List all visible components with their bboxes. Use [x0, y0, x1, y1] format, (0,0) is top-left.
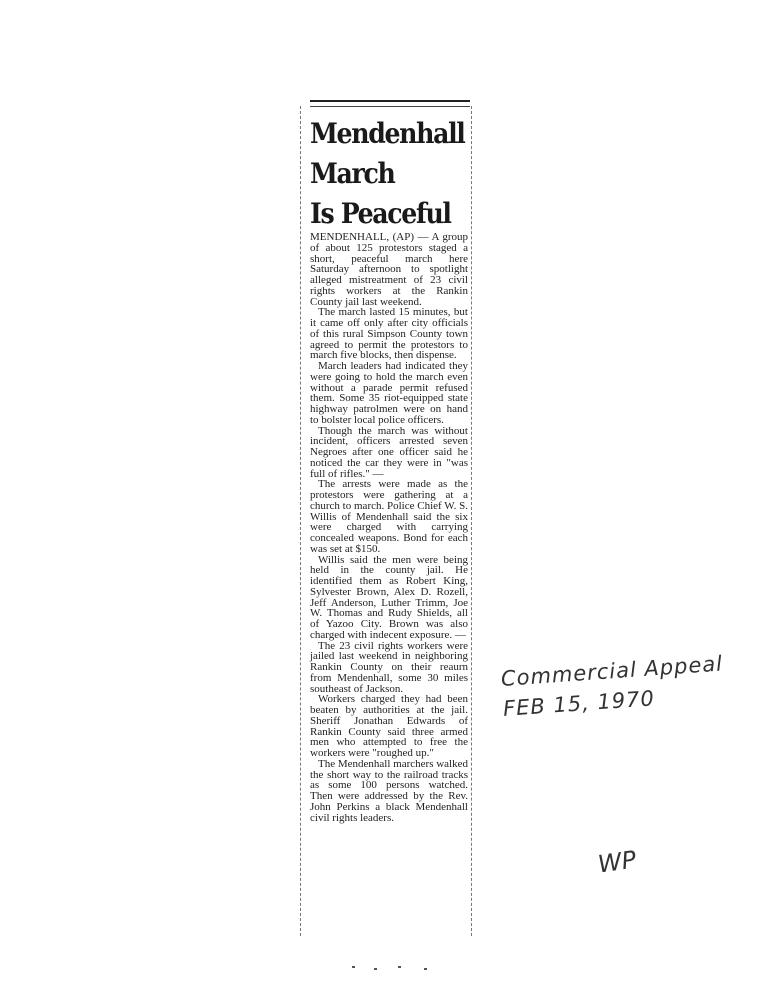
headline-line-2: March — [310, 157, 395, 190]
handwritten-source-note — [500, 648, 734, 724]
paragraph-8: Workers charged they had been beaten by authorities at the jail. Sheriff Jonathan Edwards of Rankin County said three armed men who attempted to free the workers were "roughed up." — [310, 693, 468, 759]
headline — [310, 114, 465, 234]
scan-speck — [352, 966, 355, 968]
paragraph-3: March leaders had indicated they were going to hold the march even without a parade permit refused them. Some 35 riot-equipped state highway patrolmen were on hand to bolster local police officers. — [310, 360, 468, 426]
handwritten-publication: Commercial Appeal — [500, 651, 724, 691]
paragraph-7: The 23 civil rights workers were jailed last weekend in neighboring Rankin County on their reaurn from Mendenhall, some 30 miles southeast of Jackson. — [310, 639, 468, 695]
left-border — [300, 106, 301, 936]
scan-speck — [424, 968, 427, 970]
headline-line-3: Is Peaceful — [310, 197, 451, 230]
paragraph-6: Willis said the men were being held in the county jail. He identified them as Robert King, Sylvester Brown, Alex D. Rozell, Jeff Anderson, Luther Trimm, Joe W. Thomas and Rudy Shields, all of Yazoo City. Brown was also charged with indecent exposure. — — [310, 553, 468, 641]
paragraph-9: The Mendenhall marchers walked the short way to the railroad tracks as some 100 persons watched. Then were addressed by the Rev. John Perkins a black Mendenhall civil rights leaders. — [310, 757, 468, 824]
handwritten-initials: WP — [596, 845, 638, 879]
scan-speck — [374, 968, 377, 970]
scan-speck — [398, 966, 401, 968]
paragraph-1: MENDENHALL, (AP) — A group of about 125 protestors staged a short, peaceful march here Saturday afternoon to spotlight alleged mistreatment of 23 civil rights workers at the Rankin County jail last weekend. — [310, 231, 468, 308]
article-body — [310, 232, 468, 823]
paragraph-5: The arrests were made as the protestors were gathering at a church to march. Police Chief W. S. Willis of Mendenhall said the six were charged with carrying concealed weapons. Bond for each was set at $150. — [310, 478, 468, 555]
paragraph-2: The march lasted 15 minutes, but it came off only after city officials of this rural Simpson County town agreed to permit the protestors to march five blocks, then dispense. — [310, 306, 468, 362]
top-rule — [310, 100, 470, 107]
handwritten-date: FEB 15, 1970 — [502, 686, 656, 721]
paragraph-4: Though the march was without incident, officers arrested seven Negroes after one officer said he noticed the car they were in "was full of rifles." — — [310, 424, 468, 480]
headline-line-1: Mendenhall — [310, 117, 465, 150]
newspaper-clipping — [300, 100, 470, 940]
right-border — [471, 106, 472, 936]
